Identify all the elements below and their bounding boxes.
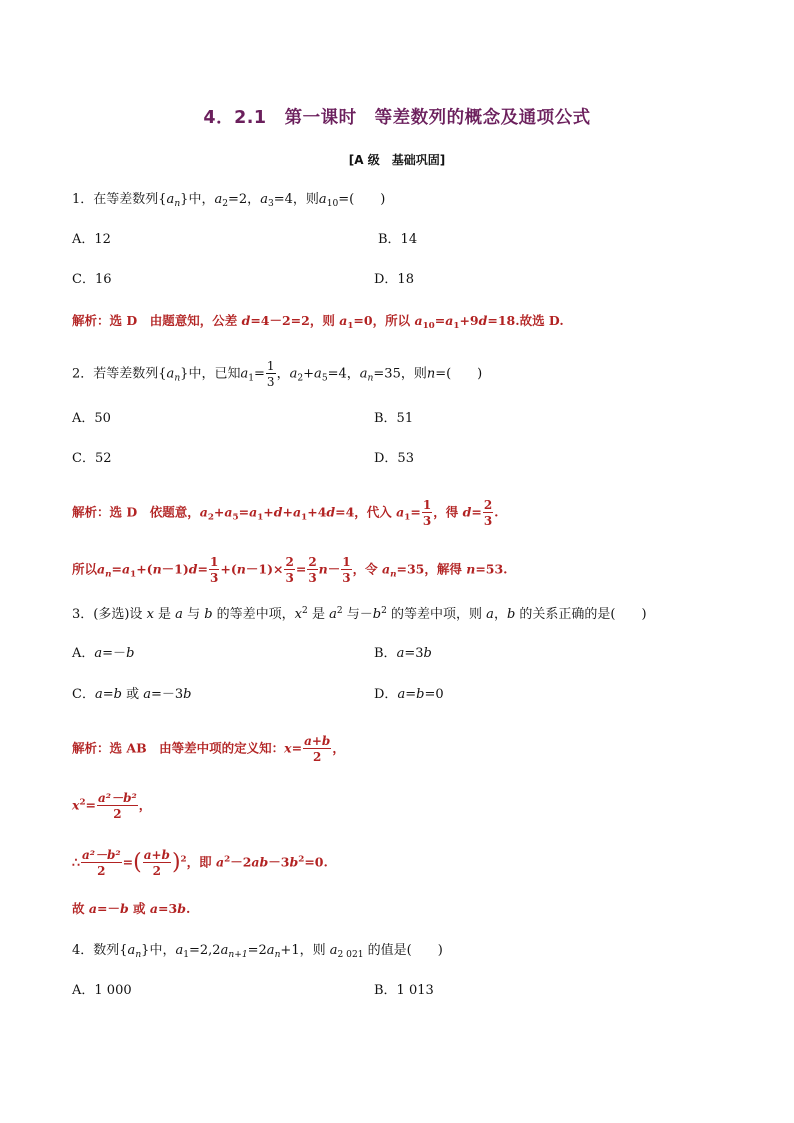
question-2-option-c: C．52 [72,451,112,466]
fraction: $\frac{1}{3}$ [342,555,351,585]
question-2-option-a: A．50 [72,411,111,426]
question-3-option-b: B．a=3b [374,646,432,661]
question-3-analysis-line-2: $x^2=$ $\frac{\text{a²－b²}}{2}$ ， [72,791,152,821]
question-4-option-b: B．1 013 [374,983,434,998]
fraction: $\frac{2}{3}$ [483,498,493,528]
question-1-option-d: D．18 [374,272,414,287]
question-3-analysis-line-4: 故 a=－b 或 a=3b. [72,901,191,916]
fraction: $\frac{1}{3}$ [210,555,219,585]
question-4-option-a: A．1 000 [72,983,132,998]
question-3-option-d: D．a=b=0 [374,687,444,702]
question-2-analysis-line-1: 解析：选 D 依题意，$a_2+a_5=a_1+d+a_1+4d=4$，代入 $a_1=$ $\frac{1}{3}$ ，得 d= $\frac{2}{3}$ . [72,498,499,528]
question-1-analysis: 解析：选 D 由题意知，公差 d=4－2=2，则 $a_1=0$，所以 $a_{10}=a_1+9d=18$.故选 D. [72,313,564,331]
question-2-option-b: B．51 [374,411,414,426]
question-2-option-d: D．53 [374,451,414,466]
fraction: $\frac{a+b}{2}$ [304,734,331,764]
question-1-option-a: A．12 [72,232,111,247]
question-1-stem: 1．在等差数列$\{a_n\}$中，$a_2=2$，$a_3=4$，则$a_{10}=$( ) [72,192,386,209]
fraction: $\frac{a+b}{2}$ [143,848,170,878]
fraction: $\frac{1}{3}$ [422,498,432,528]
question-3-stem: 3．(多选)设 x 是 a 与 b 的等差中项，$x^2$ 是 $a^2$ 与$-b^2$ 的等差中项，则 a，b 的关系正确的是( ) [72,606,647,622]
question-4-stem: 4．数列$\{a_n\}$中，$a_1=2,2a_{n+1}=2a_n+1$，则 $a_{2 021}$ 的值是( ) [72,943,443,960]
fraction: $\frac{2}{3}$ [308,555,317,585]
fraction: $\frac{2}{3}$ [285,555,294,585]
page-title: 4．2.1 第一课时 等差数列的概念及通项公式 [203,108,591,128]
question-1-option-b: B．14 [378,232,418,247]
question-1-option-c: C．16 [72,272,112,287]
question-3-analysis-line-1: 解析：选 AB 由等差中项的定义知：x= $\frac{a+b}{2}$ ， [72,734,345,764]
fraction: $\frac{\text{a²－b²}}{2}$ [98,791,137,821]
question-3-analysis-line-3: ∴ $\frac{\text{a²－b²}}{2}$ =( $\frac{a+b}{2}$ )$^2$，即 $a^2-2ab-3b^2=0$. [72,848,328,878]
question-3-option-a: A．a=－b [72,646,135,661]
section-level: [A 级 基础巩固] [348,153,446,167]
question-3-option-c: C．a=b 或 a=－3b [72,687,192,702]
question-2-analysis-line-2: 所以$a_n=a_1+(n-1)d=$ $\frac{1}{3}$ +(n－1)× $\frac{2}{3}$ = $\frac{2}{3}$ n－ $\frac{1}{3}$ ，令 $a_n=35$，解得 n=53. [72,555,508,585]
fraction: $\frac{\text{a²－b²}}{2}$ [81,848,121,878]
question-2-stem: 2．若等差数列$\{a_n\}$中，已知$a_1=$ $\frac{1}{3}$ ，$a_2+a_5=4$，$a_n=35$，则n=( ) [72,359,483,389]
fraction: $\frac{1}{3}$ [266,359,275,389]
